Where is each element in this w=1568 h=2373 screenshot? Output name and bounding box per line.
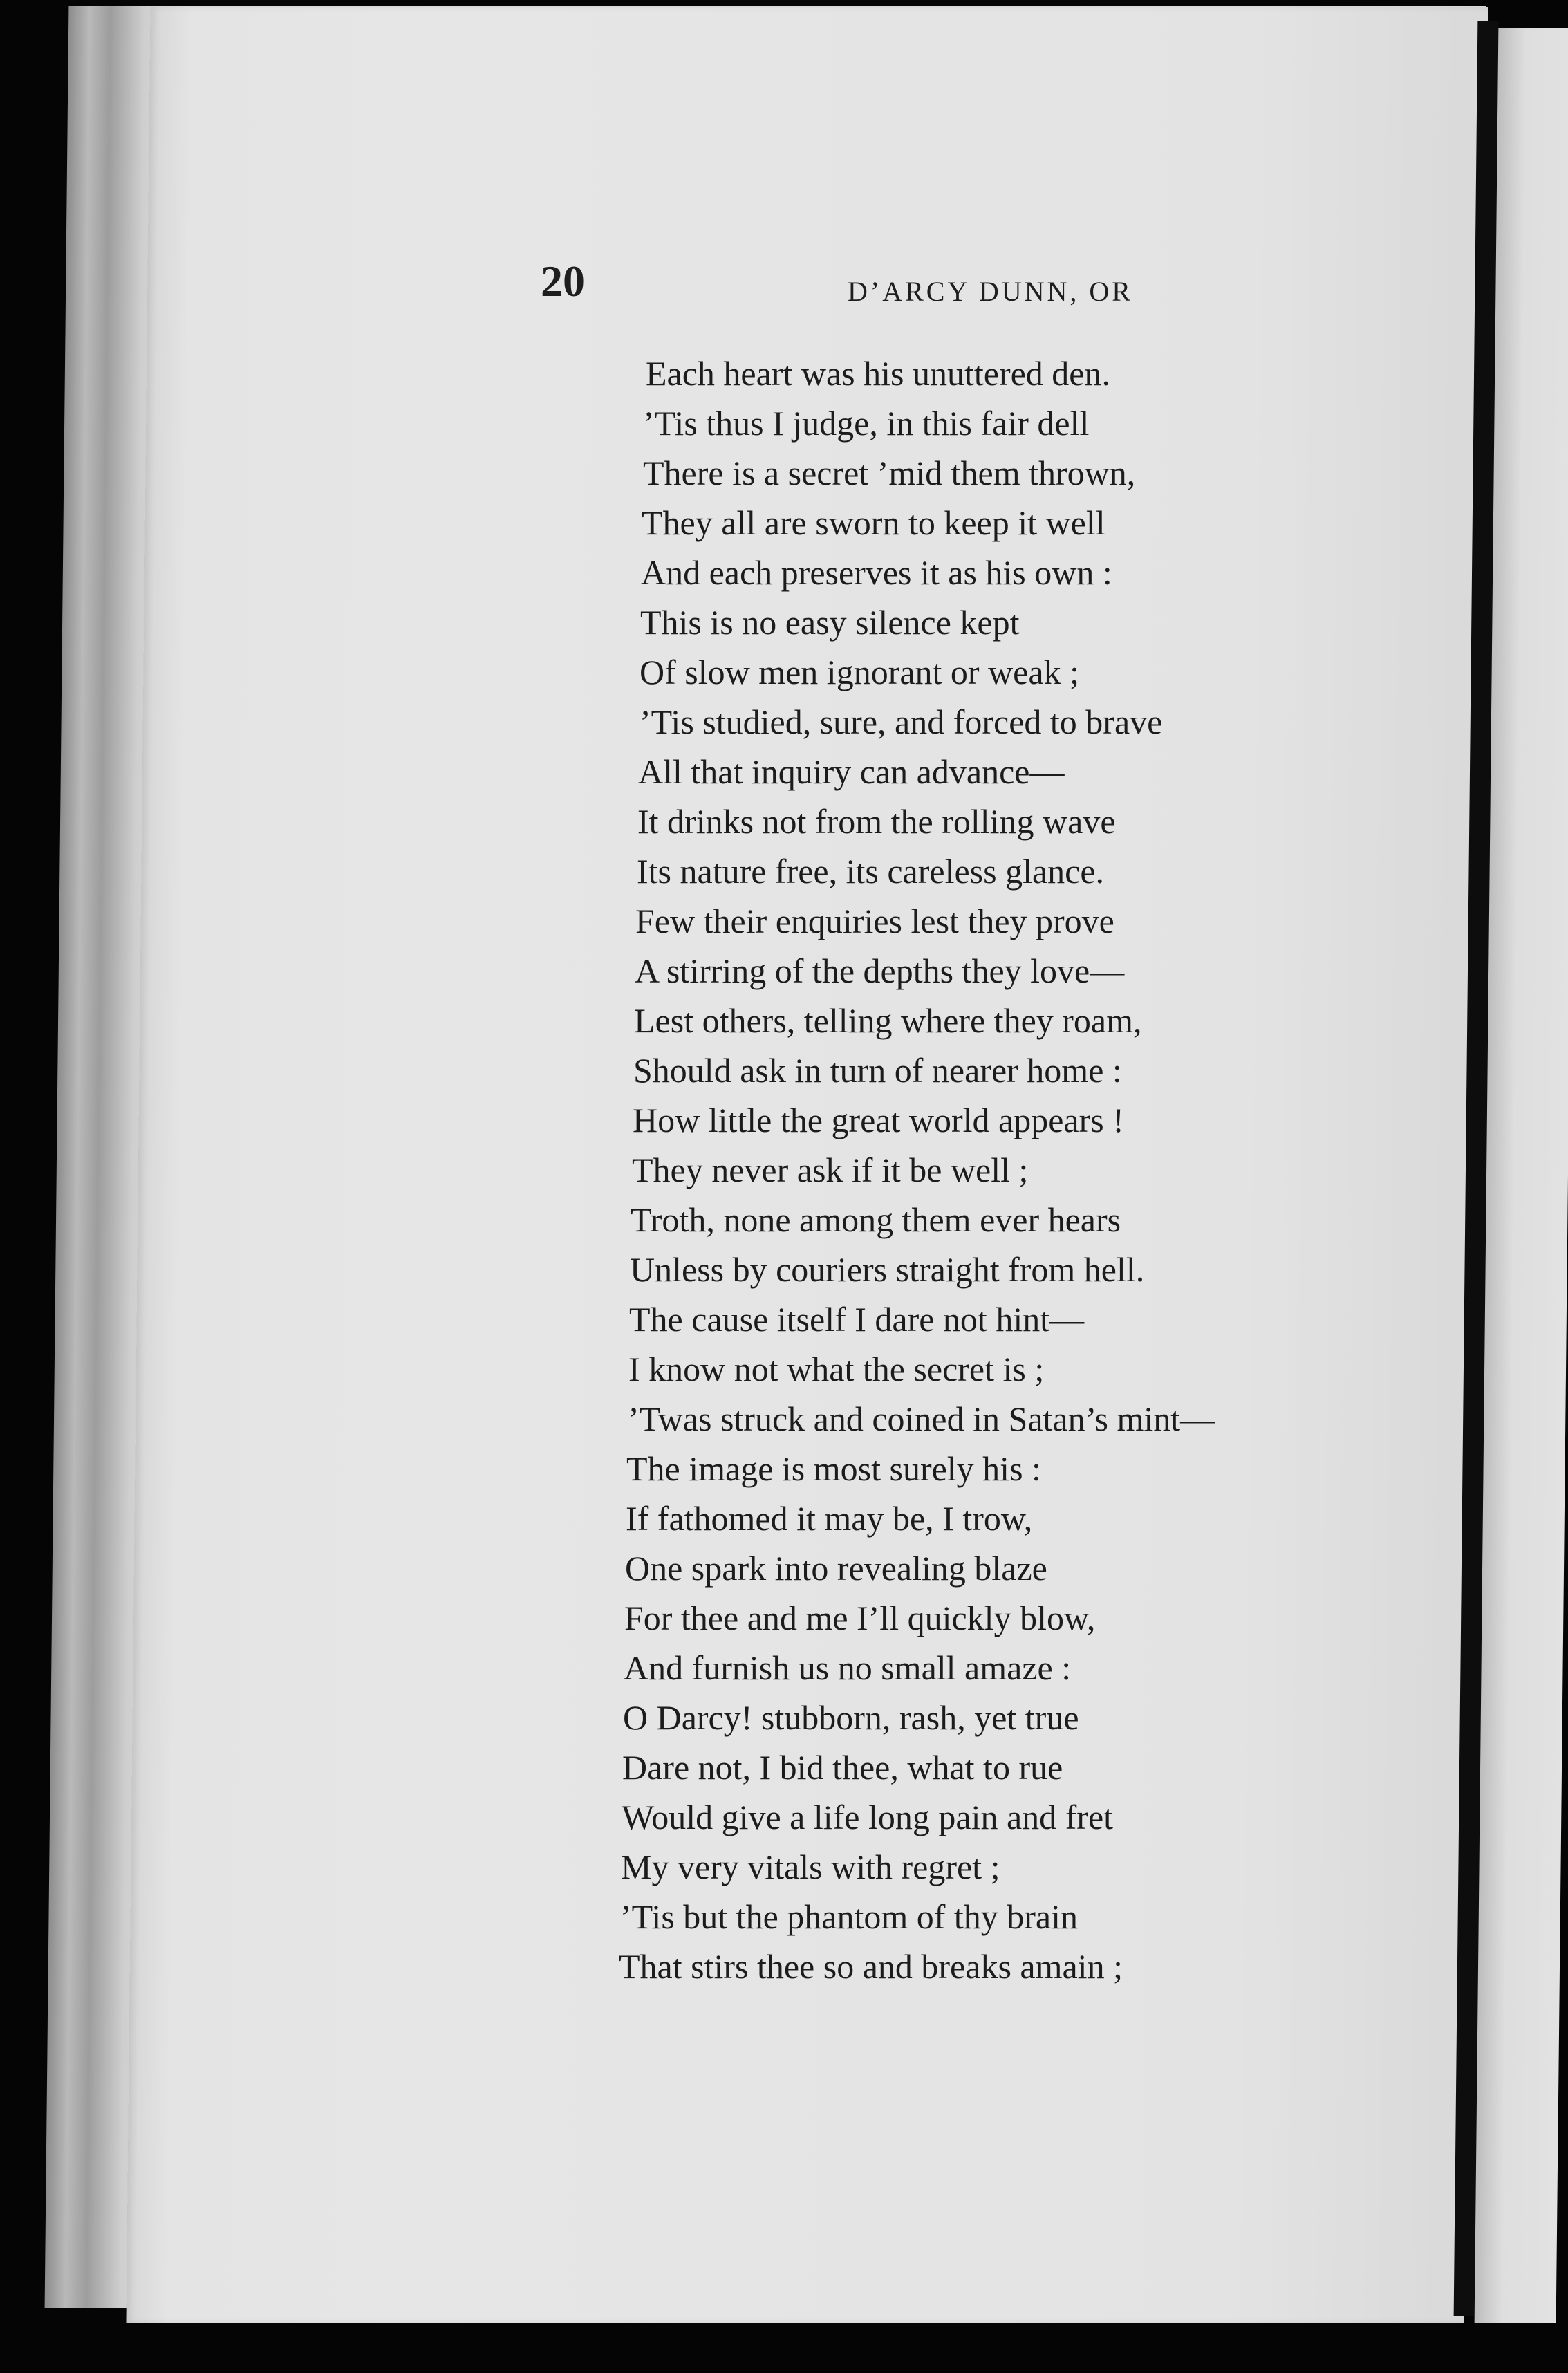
poem-line: O Darcy! stubborn, rash, yet true bbox=[623, 1698, 1079, 1737]
poem-line: For thee and me I’ll quickly blow, bbox=[624, 1599, 1096, 1637]
poem-line: Would give a life long pain and fret bbox=[622, 1798, 1114, 1836]
running-head: D’ARCY DUNN, OR bbox=[848, 276, 1133, 307]
poem-line: It drinks not from the rolling wave bbox=[637, 802, 1116, 841]
poem-line: ’Tis studied, sure, and forced to brave bbox=[640, 702, 1163, 741]
page-number: 20 bbox=[541, 257, 585, 306]
poem-line: Lest others, telling where they roam, bbox=[634, 1001, 1142, 1040]
poem-line: Troth, none among them ever hears bbox=[631, 1200, 1121, 1239]
poem-line: That stirs thee so and breaks amain ; bbox=[619, 1947, 1123, 1986]
poem-line: And each preserves it as his own : bbox=[641, 553, 1112, 592]
poem-line: Dare not, I bid thee, what to rue bbox=[622, 1748, 1063, 1787]
poem-line: How little the great world appears ! bbox=[633, 1101, 1124, 1139]
poem-line: I know not what the secret is ; bbox=[628, 1350, 1045, 1388]
poem-line: They all are sworn to keep it well bbox=[642, 503, 1105, 542]
poem-line: ’Tis thus I judge, in this fair dell bbox=[643, 404, 1090, 443]
poem-line: Unless by couriers straight from hell. bbox=[630, 1250, 1145, 1289]
poem-line: The image is most surely his : bbox=[626, 1449, 1041, 1488]
poem-line: This is no easy silence kept bbox=[640, 603, 1020, 642]
poem-line: Few their enquiries lest they prove bbox=[635, 902, 1114, 940]
poem-line: ’Tis but the phantom of thy brain bbox=[620, 1897, 1079, 1936]
poem-line: All that inquiry can advance— bbox=[638, 752, 1065, 791]
poem-line: If fathomed it may be, I trow, bbox=[626, 1499, 1033, 1538]
poem-line: There is a secret ’mid them thrown, bbox=[643, 454, 1136, 492]
poem-line: A stirring of the depths they love— bbox=[635, 951, 1125, 990]
poem-line: The cause itself I dare not hint— bbox=[629, 1300, 1085, 1339]
poem-line: Its nature free, its careless glance. bbox=[637, 852, 1105, 891]
poem-line: They never ask if it be well ; bbox=[632, 1151, 1029, 1189]
poem-line: Should ask in turn of nearer home : bbox=[633, 1051, 1122, 1090]
poem-line: ’Twas struck and coined in Satan’s mint— bbox=[628, 1399, 1215, 1438]
poem-line: Of slow men ignorant or weak ; bbox=[640, 653, 1079, 691]
poem-line: Each heart was his unuttered den. bbox=[646, 354, 1110, 393]
poem-line: One spark into revealing blaze bbox=[625, 1549, 1047, 1588]
poem-line: And furnish us no small amaze : bbox=[624, 1648, 1072, 1687]
poem-line: My very vitals with regret ; bbox=[621, 1848, 1000, 1886]
